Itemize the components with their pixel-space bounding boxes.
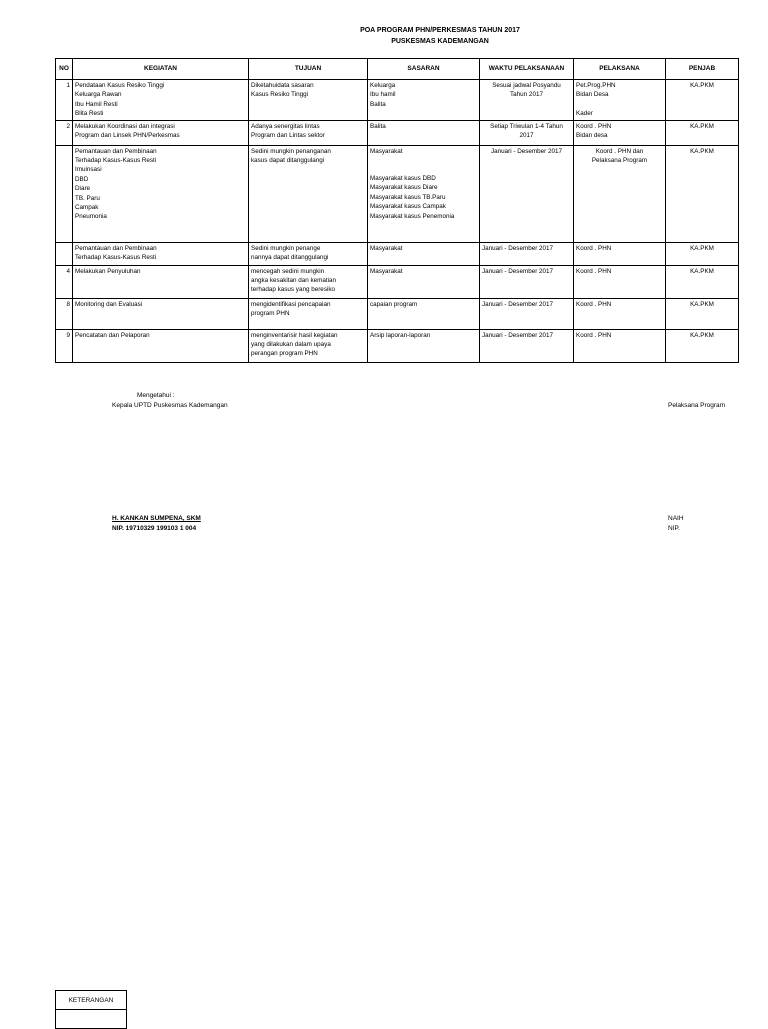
cell-kegiatan: Pemantauan dan Pembinaan Terhadap Kasus-Kasus Resti Imuinsasi DBD Diare TB. Paru Campak Pneumonia: [73, 145, 249, 242]
right-signatory-nip: NIP.: [668, 525, 680, 532]
cell-tujuan: menginventarisir hasil kegiatan yang dilakukan dalam upaya perangan program PHN: [249, 329, 368, 362]
left-signatory-title: Kepala UPTD Puskesmas Kademangan: [112, 402, 228, 409]
cell-sasaran: Arsip laporan-laporan: [368, 329, 480, 362]
column-header: WAKTU PELAKSANAAN: [480, 59, 574, 80]
cell-pelaksana: Koord . PHN: [574, 242, 666, 265]
cell-penjab: KA.PKM: [666, 145, 739, 242]
column-header: KEGIATAN: [73, 59, 249, 80]
document-title: POA PROGRAM PHN/PERKESMAS TAHUN 2017: [360, 27, 520, 34]
cell-pelaksana: Koord . PHN: [574, 265, 666, 298]
table-row: [56, 298, 739, 329]
table-row: [56, 80, 739, 121]
cell-no: [56, 145, 73, 242]
cell-no: [56, 242, 73, 265]
column-header: PELAKSANA: [574, 59, 666, 80]
cell-sasaran: Masyarakat Masyarakat kasus DBD Masyarakat kasus Diare Masyarakat kasus TB.Paru Masyarakat kasus Campak Masyarakat kasus Penemonia: [368, 145, 480, 242]
cell-kegiatan: Pemantauan dan Pembinaan Terhadap Kasus-Kasus Resti: [73, 242, 249, 265]
keterangan-empty-cell: [56, 1010, 127, 1029]
cell-waktu: Januari - Desember 2017: [480, 242, 574, 265]
cell-waktu: Setiap Triwulan 1-4 Tahun 2017: [480, 120, 574, 145]
mengetahui-label: Mengetahui :: [137, 392, 175, 399]
document-subtitle: PUSKESMAS KADEMANGAN: [391, 38, 489, 45]
cell-sasaran: Masyarakat: [368, 265, 480, 298]
cell-pelaksana: Pet.Prog.PHN Bidan Desa Kader: [574, 80, 666, 121]
column-header: SASARAN: [368, 59, 480, 80]
cell-penjab: KA.PKM: [666, 265, 739, 298]
cell-sasaran: Balita: [368, 120, 480, 145]
table-header-row: [56, 59, 739, 80]
cell-waktu: Januari - Desember 2017: [480, 145, 574, 242]
cell-penjab: KA.PKM: [666, 120, 739, 145]
cell-no: 9: [56, 329, 73, 362]
cell-kegiatan: Melakukan Koordinasi dan integrasi Program dan Linsek PHN/Perkesmas: [73, 120, 249, 145]
keterangan-label: KETERANGAN: [56, 991, 127, 1010]
cell-sasaran: capaian program: [368, 298, 480, 329]
column-header: TUJUAN: [249, 59, 368, 80]
cell-penjab: KA.PKM: [666, 298, 739, 329]
column-header: PENJAB: [666, 59, 739, 80]
column-header: NO: [56, 59, 73, 80]
table-row: [56, 329, 739, 362]
table-row: [56, 265, 739, 298]
cell-tujuan: Diketahuidata sasaran Kasus Resiko Tinggi: [249, 80, 368, 121]
cell-pelaksana: Koord . PHN: [574, 298, 666, 329]
cell-kegiatan: Pendataan Kasus Resiko Tinggi Keluarga Rawan Ibu Hamil Resti Blita Resti: [73, 80, 249, 121]
cell-no: 4: [56, 265, 73, 298]
poa-table: [55, 58, 739, 363]
cell-penjab: KA.PKM: [666, 80, 739, 121]
table-row: [56, 242, 739, 265]
cell-waktu: Januari - Desember 2017: [480, 298, 574, 329]
cell-no: 2: [56, 120, 73, 145]
cell-sasaran: Masyarakat: [368, 242, 480, 265]
cell-tujuan: mengidentifikasi pencapaian program PHN: [249, 298, 368, 329]
cell-kegiatan: Melakukan Penyuluhan: [73, 265, 249, 298]
cell-penjab: KA.PKM: [666, 242, 739, 265]
cell-no: 1: [56, 80, 73, 121]
table-row: [56, 145, 739, 242]
cell-waktu: Januari - Desember 2017: [480, 329, 574, 362]
left-signatory-name: H. KANKAN SUMPENA, SKM: [112, 515, 201, 522]
cell-tujuan: Sedini mungkin penange nannya dapat ditanggulangi: [249, 242, 368, 265]
cell-penjab: KA.PKM: [666, 329, 739, 362]
right-signatory-title: Pelaksana Program: [668, 402, 726, 409]
cell-tujuan: Sedini mungkin penanganan kasus dapat ditanggulangi: [249, 145, 368, 242]
keterangan-box: [55, 990, 127, 1029]
right-signatory-name: NAIH: [668, 515, 684, 522]
cell-waktu: Sesuai jadwal Posyandu Tahun 2017: [480, 80, 574, 121]
cell-tujuan: Adanya senergitas lintas Program dan Lintas sektor: [249, 120, 368, 145]
cell-waktu: Januari - Desember 2017: [480, 265, 574, 298]
cell-kegiatan: Pencatatan dan Pelaporan: [73, 329, 249, 362]
cell-pelaksana: Koord . PHN dan Pelaksana Program: [574, 145, 666, 242]
cell-kegiatan: Monitoring dan Evaluasi: [73, 298, 249, 329]
cell-no: 8: [56, 298, 73, 329]
cell-sasaran: Keluarga Ibu hamil Balita: [368, 80, 480, 121]
cell-tujuan: mencegah sedini mungkin angka kesakitan dan kematian terhadap kasus yang beresiko: [249, 265, 368, 298]
cell-pelaksana: Koord . PHN Bidan desa: [574, 120, 666, 145]
table-row: [56, 120, 739, 145]
left-signatory-nip: NIP. 19710329 199103 1 004: [112, 525, 197, 532]
cell-pelaksana: Koord . PHN: [574, 329, 666, 362]
